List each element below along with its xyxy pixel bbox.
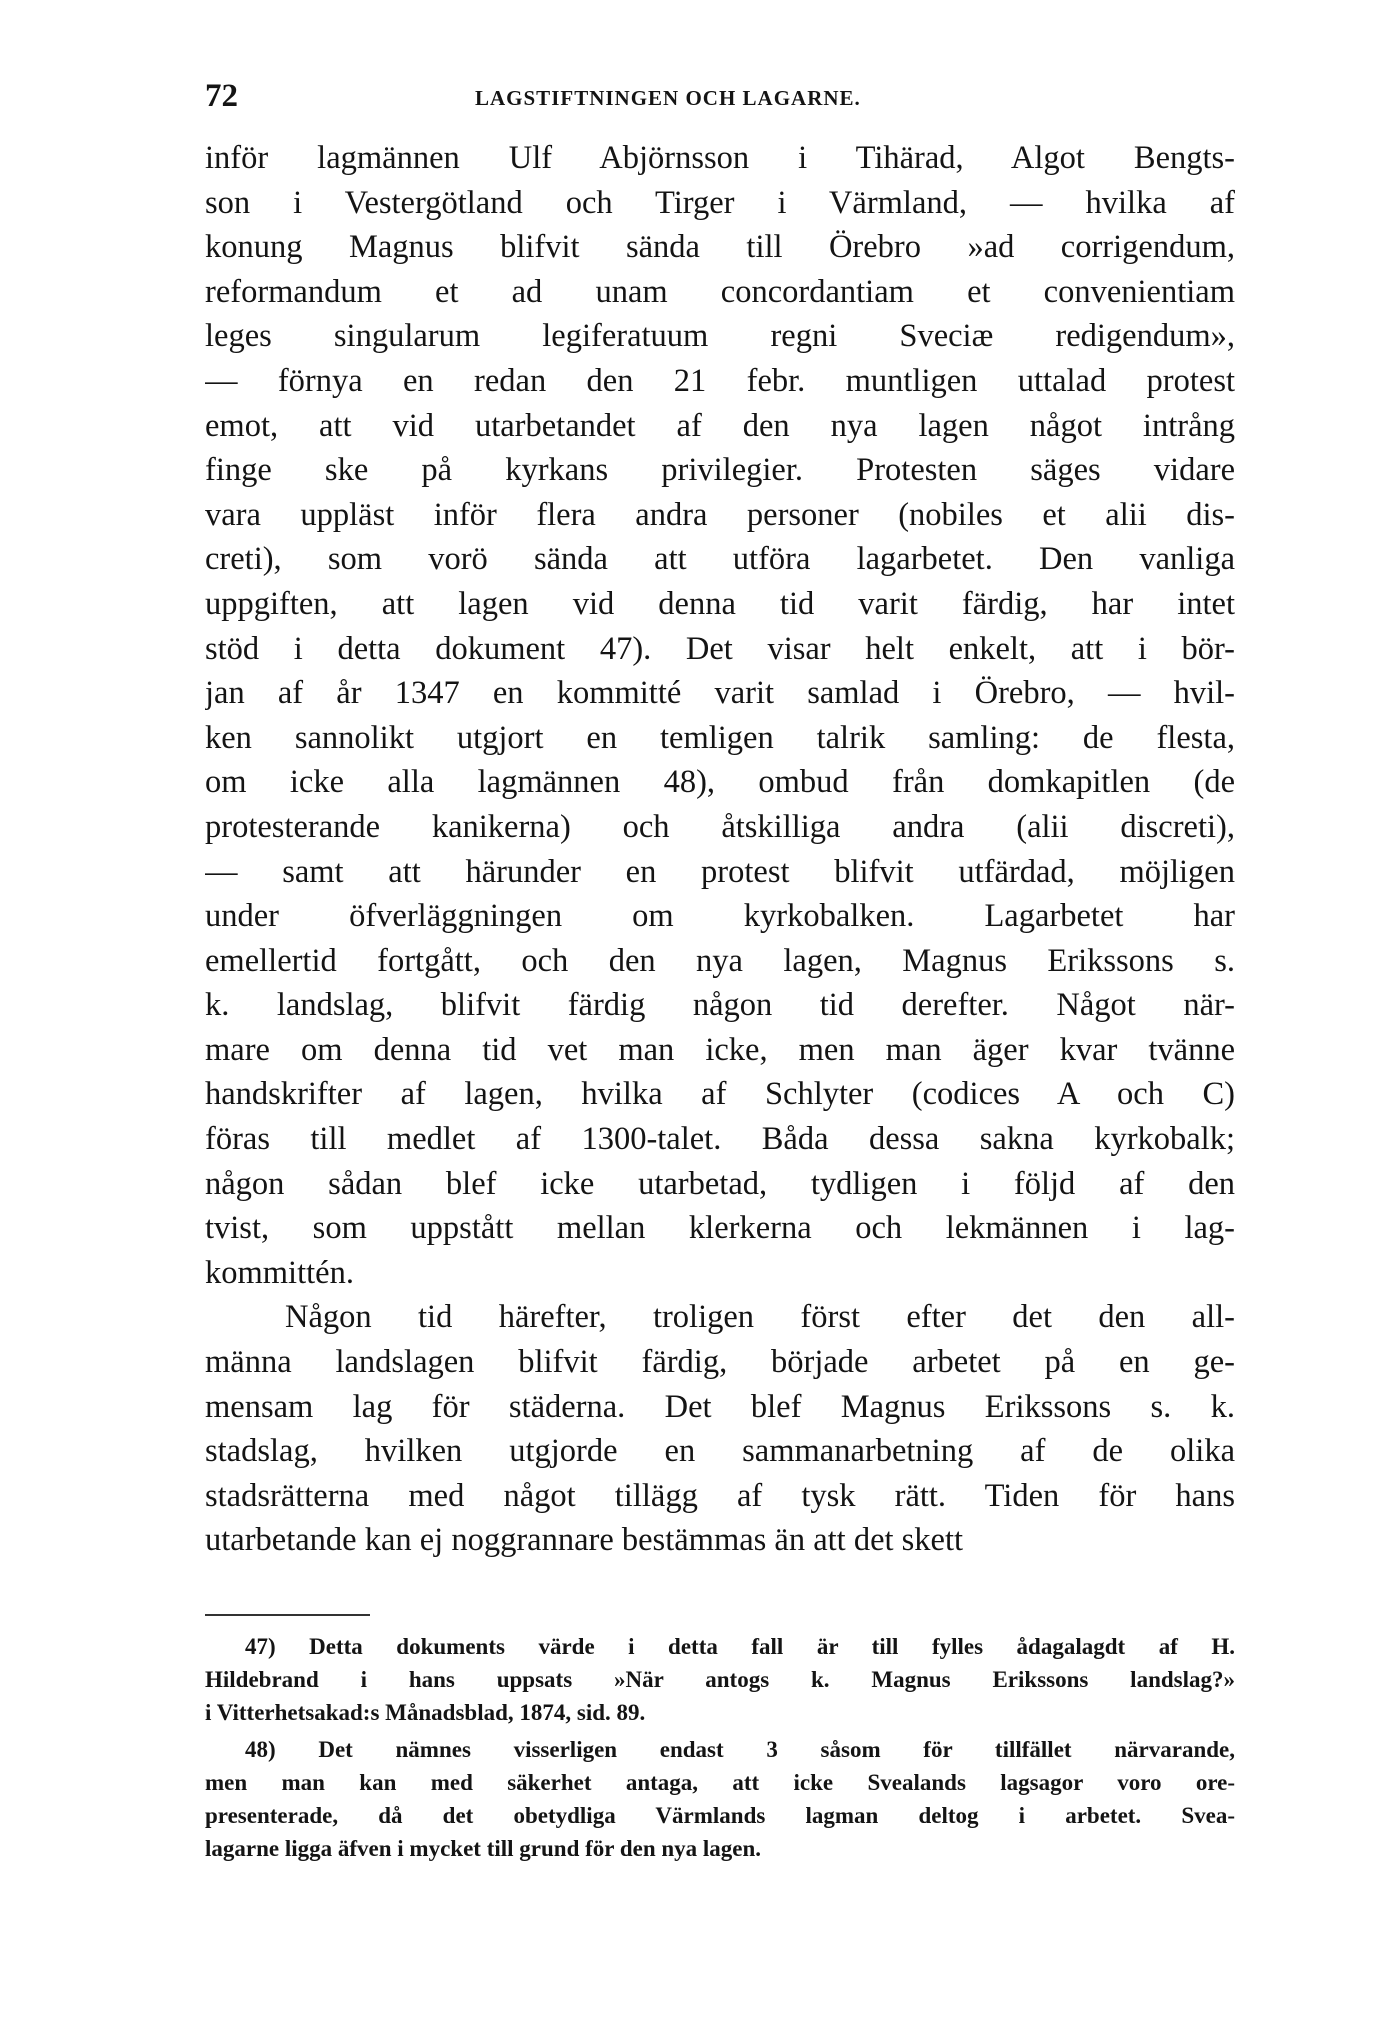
footnote-line: Hildebrand i hans uppsats »När antogs k. Magnus Erikssons landslag?» bbox=[205, 1667, 1235, 1692]
footnote-line: i Vitterhetsakad:s Månadsblad, 1874, sid. 89. bbox=[205, 1700, 646, 1725]
text-line: creti), som vorö sända att utföra lagarbetet. Den vanliga bbox=[205, 541, 1235, 578]
footnotes bbox=[205, 1630, 1235, 1869]
text-line: stöd i detta dokument 47). Det visar helt enkelt, att i bör- bbox=[205, 630, 1235, 667]
text-line: son i Vestergötland och Tirger i Värmland, — hvilka af bbox=[205, 184, 1235, 221]
text-line: emellertid fortgått, och den nya lagen, Magnus Erikssons s. bbox=[205, 942, 1235, 979]
text-line: leges singularum legiferatuum regni Sveciæ redigendum», bbox=[205, 318, 1235, 355]
text-line: utarbetande kan ej noggrannare bestämmas än att det skett bbox=[205, 1522, 964, 1559]
footnote bbox=[205, 1630, 1235, 1729]
text-line: om icke alla lagmännen 48), ombud från domkapitlen (de bbox=[205, 764, 1235, 801]
footnote-rule bbox=[205, 1614, 370, 1616]
text-line: protesterande kanikerna) och åtskilliga andra (alii discreti), bbox=[205, 808, 1235, 845]
footnote-line: lagarne ligga äfven i mycket till grund för den nya lagen. bbox=[205, 1836, 762, 1861]
text-line: handskrifter af lagen, hvilka af Schlyter (codices A och C) bbox=[205, 1076, 1235, 1113]
page-number: 72 bbox=[205, 78, 238, 114]
text-line: — förnya en redan den 21 febr. muntligen uttalad protest bbox=[205, 362, 1235, 399]
text-line: reformandum et ad unam concordantiam et convenientiam bbox=[205, 273, 1235, 310]
text-line: uppgiften, att lagen vid denna tid varit färdig, har intet bbox=[205, 585, 1235, 622]
footnote-line: 48) Det nämnes visserligen endast 3 såsom för tillfället närvarande, bbox=[245, 1737, 1235, 1762]
text-line: mare om denna tid vet man icke, men man äger kvar tvänne bbox=[205, 1031, 1235, 1068]
text-line: kommittén. bbox=[205, 1254, 354, 1291]
footnote-line: men man kan med säkerhet antaga, att icke Svealands lagsagor voro ore- bbox=[205, 1770, 1235, 1795]
page-header bbox=[205, 78, 1235, 118]
running-head: LAGSTIFTNINGEN OCH LAGARNE. bbox=[475, 86, 861, 110]
text-line: männa landslagen blifvit färdig, började arbetet på en ge- bbox=[205, 1344, 1235, 1381]
text-line: under öfverläggningen om kyrkobalken. Lagarbetet har bbox=[205, 898, 1235, 935]
text-line: jan af år 1347 en kommitté varit samlad i Örebro, — hvil- bbox=[205, 675, 1235, 712]
footnote-line: presenterade, då det obetydliga Värmlands lagman deltog i arbetet. Svea- bbox=[205, 1803, 1235, 1828]
text-line: inför lagmännen Ulf Abjörnsson i Tihärad, Algot Bengts- bbox=[205, 140, 1235, 176]
text-line: stadslag, hvilken utgjorde en sammanarbetning af de olika bbox=[205, 1433, 1235, 1470]
footnote-line: 47) Detta dokuments värde i detta fall är till fylles ådagalagdt af H. bbox=[245, 1634, 1235, 1659]
text-line: Någon tid härefter, troligen först efter det den all- bbox=[285, 1299, 1235, 1336]
text-line: någon sådan blef icke utarbetad, tydligen i följd af den bbox=[205, 1165, 1235, 1202]
text-line: stadsrätterna med något tillägg af tysk rätt. Tiden för hans bbox=[205, 1477, 1235, 1514]
text-line: emot, att vid utarbetandet af den nya lagen något intrång bbox=[205, 407, 1235, 444]
text-line: mensam lag för städerna. Det blef Magnus Erikssons s. k. bbox=[205, 1388, 1235, 1425]
text-line: k. landslag, blifvit färdig någon tid derefter. Något när- bbox=[205, 987, 1235, 1024]
body-text bbox=[205, 136, 1235, 1563]
text-line: föras till medlet af 1300-talet. Båda dessa sakna kyrkobalk; bbox=[205, 1121, 1235, 1158]
text-line: ken sannolikt utgjort en temligen talrik samling: de flesta, bbox=[205, 719, 1235, 756]
text-line: vara uppläst inför flera andra personer (nobiles et alii dis- bbox=[205, 496, 1235, 533]
footnote bbox=[205, 1733, 1235, 1865]
text-line: — samt att härunder en protest blifvit utfärdad, möjligen bbox=[205, 853, 1235, 890]
text-line: konung Magnus blifvit sända till Örebro »ad corrigendum, bbox=[205, 229, 1235, 266]
text-line: finge ske på kyrkans privilegier. Protesten säges vidare bbox=[205, 452, 1235, 489]
text-line: tvist, som uppstått mellan klerkerna och lekmännen i lag- bbox=[205, 1210, 1235, 1247]
